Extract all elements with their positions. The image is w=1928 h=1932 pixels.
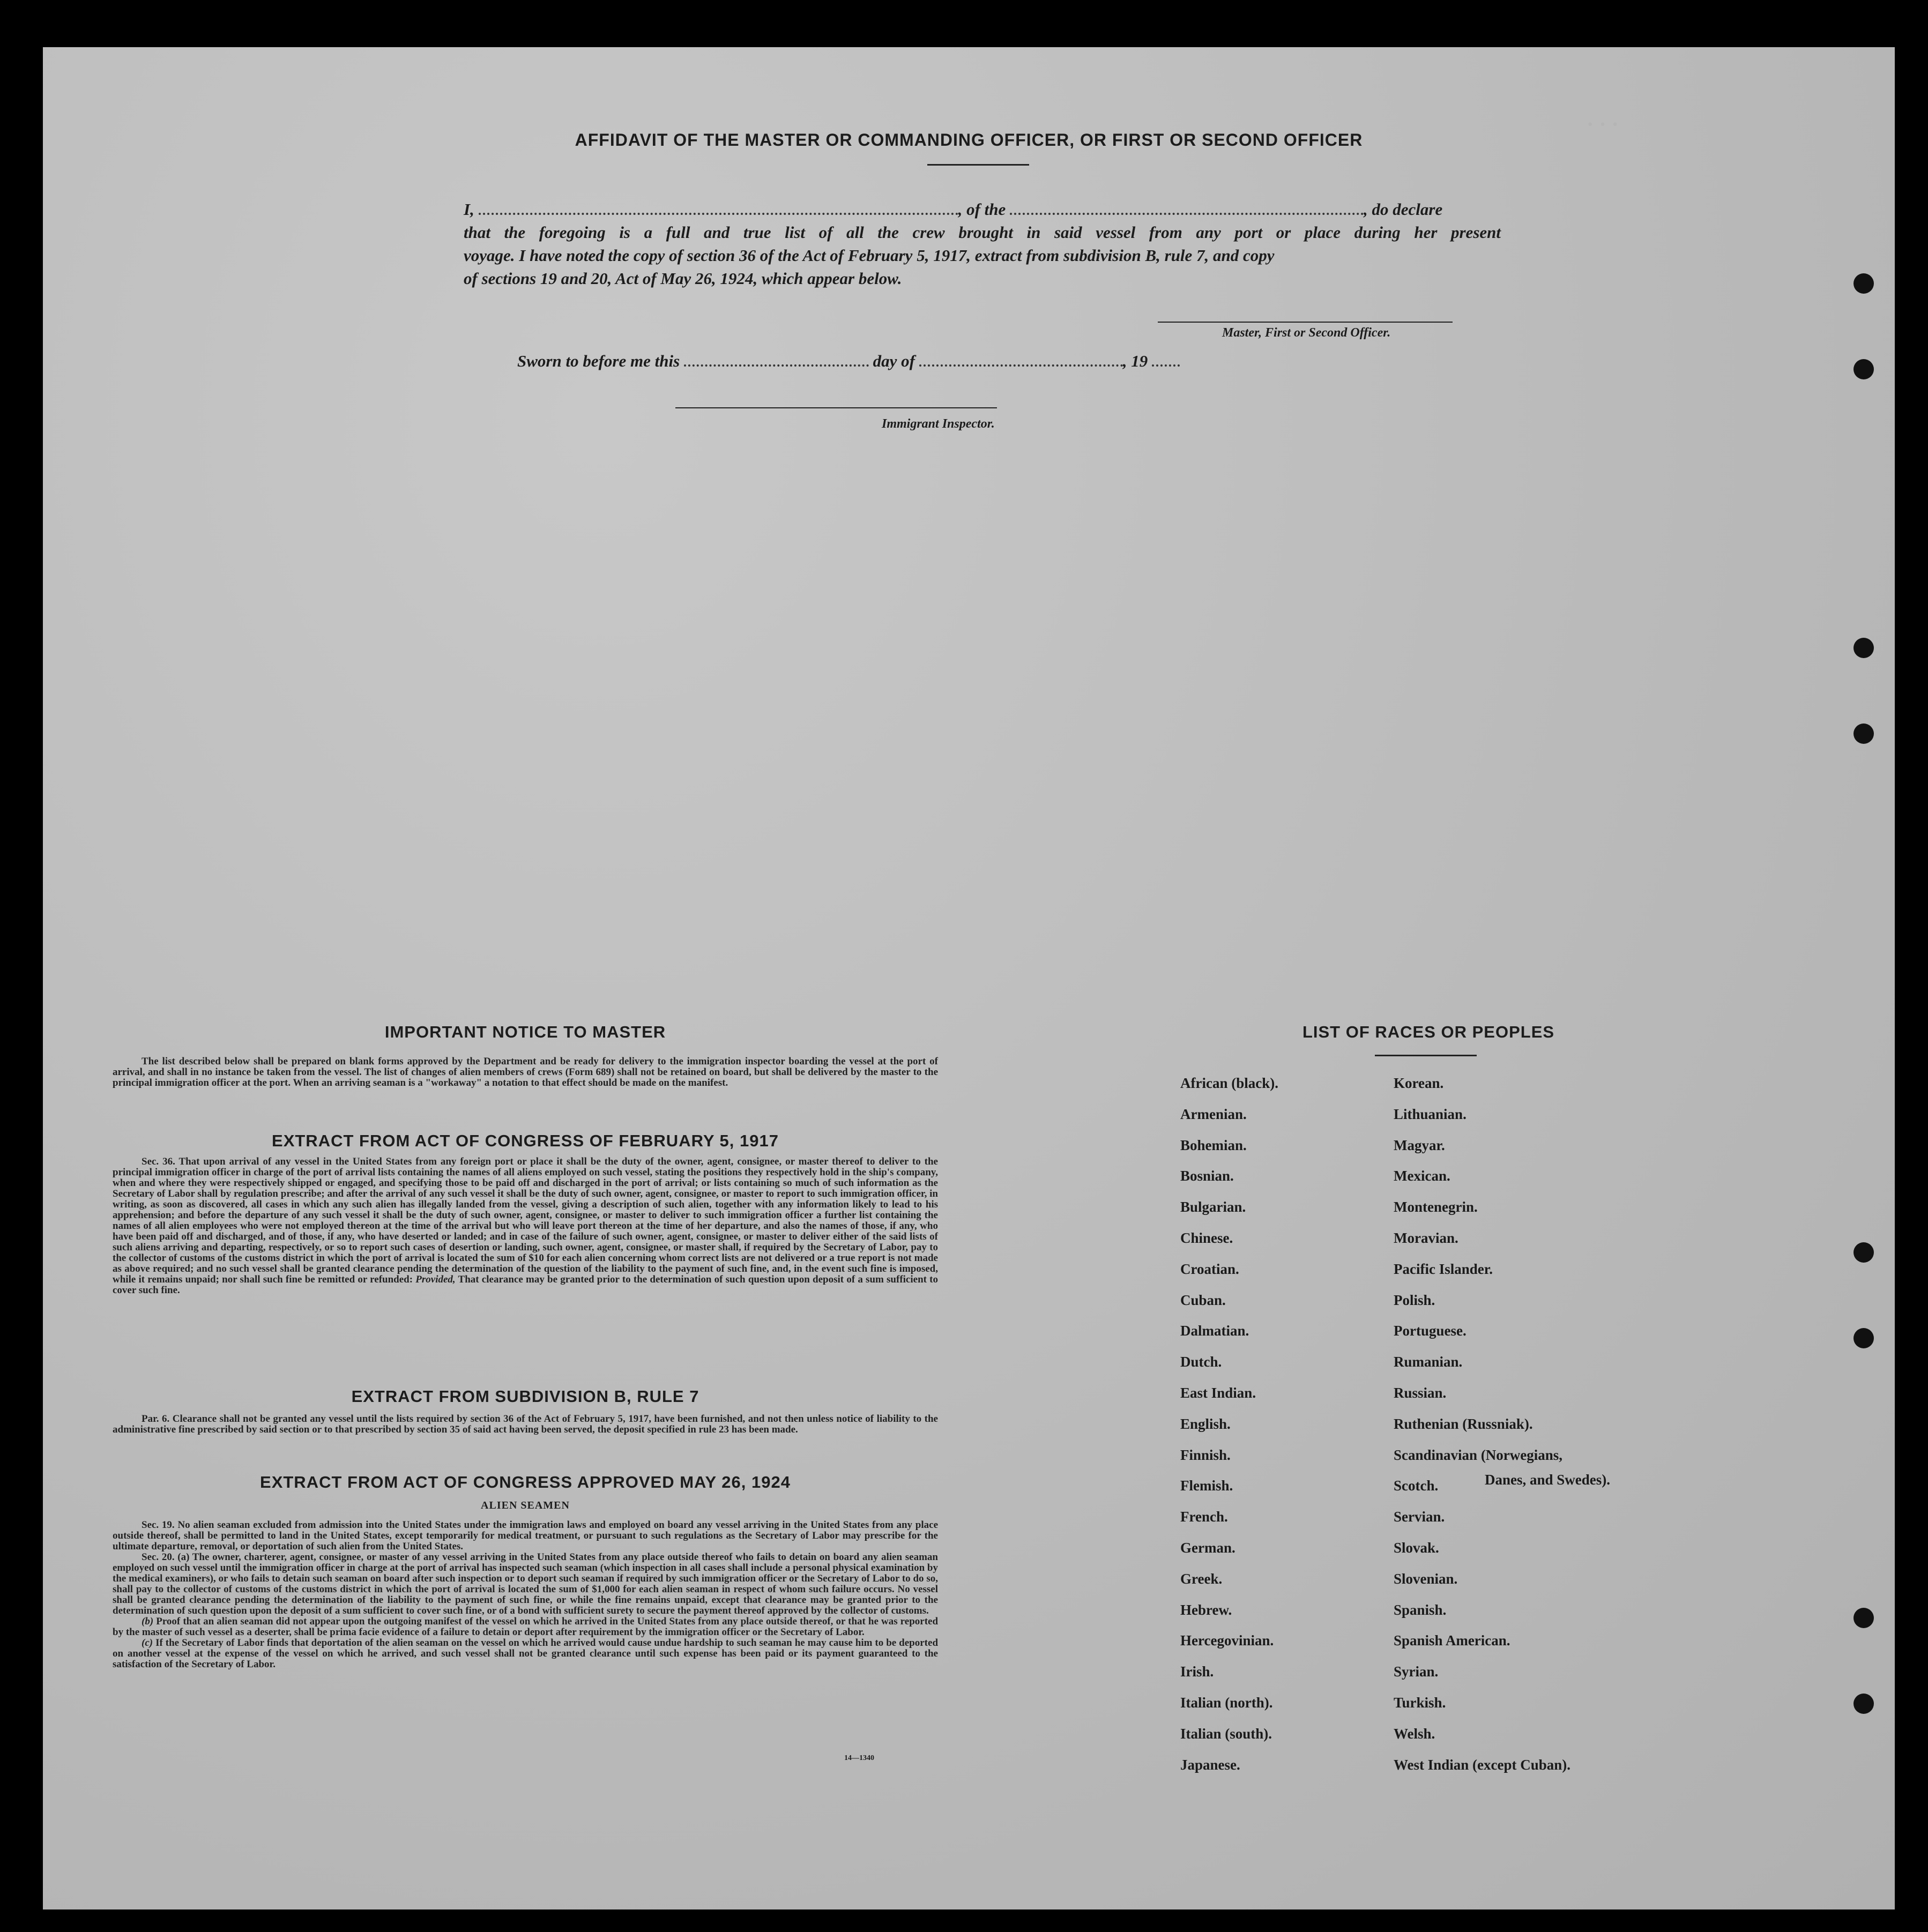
race-item: Moravian. — [1394, 1230, 1458, 1246]
inspector-signature-line[interactable] — [675, 407, 997, 408]
race-item: Bohemian. — [1180, 1137, 1247, 1153]
race-item: English. — [1180, 1415, 1231, 1432]
extract-1924-text — [113, 1520, 938, 1670]
race-item: Finnish. — [1180, 1446, 1231, 1463]
race-item-continuation: Danes, and Swedes). — [1485, 1472, 1611, 1488]
i-label: I, — [464, 200, 474, 219]
race-item: German. — [1180, 1540, 1235, 1556]
alien-seamen-subtitle: ALIEN SEAMEN — [481, 1500, 570, 1511]
race-item: African (black). — [1180, 1075, 1278, 1091]
binder-hole — [1853, 359, 1874, 379]
bleed-through-text: · · · — [1587, 112, 1619, 136]
rule7-paragraph: Par. 6. Clearance shall not be granted any vessel until the lists required by section 36 of the Act of February 5, 1917, have been furnished, and not then unless notice of liability to the administrative fine prescribed by said section or to that prescribed by section 35 of said act having been served, the deposit specified in rule 23 has been made. — [113, 1413, 938, 1435]
race-item: Italian (south). — [1180, 1725, 1272, 1742]
sworn-line — [517, 352, 1180, 371]
section-36-text: That upon arrival of any vessel in the United States from any foreign port or place it shall be the duty of the owner, agent, consignee, or master thereof to deliver to the principal immigration officer in charge of the port of arrival lists containing the names of all aliens employed on such vessel, stating the positions they respectively hold in the ship's company, when and where they were respectively shipped or engaged, and specifying those to be paid off and discharged in the port of arrival; or lists containing so much of such information as the Secretary of Labor shall by regulation prescribe; and after the arrival of any such vessel it shall be the duty of such owner, agent, consignee, or master to report to such immigration officer, in writing, as soon as discovered, all cases in which any such alien has illegally landed from the vessel, giving a description of such alien, together with any information likely to lead to his apprehension; and before the departure of any such vessel it shall be the duty of such owner, agent, consignee, or master to deliver to such immigration officer a further list containing the names of all alien employees who were not employed thereon at the time of the arrival but who will leave port thereon at the time of her departure, and also the names of those, if any, who have been paid off and discharged, and of those, if any, who have deserted or landed; and in case of the failure of such owner, agent, consignee, or master to deliver either of the said lists of such aliens arriving and departing, respectively, or so to report such cases of desertion or landing, such owner, agent, consignee, or master shall, if required by the Secretary of Labor, pay to the collector of customs of the customs district in which the port of arrival is located the sum of $10 for each alien concerning whom correct lists are not delivered or a true report is not made as above required; and no such vessel shall be granted clearance pending the determination of the question of the liability to the payment of such fine, and, in the event such fine is imposed, while it remains unpaid; nor shall such fine be remitted or refunded: — [113, 1156, 938, 1285]
sec-19-text: No alien seaman excluded from admission into the United States under the immigration laws and employed on board any vessel arriving in the United States from any place outside thereof, shall be permitted to land in the United States, except temporarily for medical treatment, or pursuant to such regulations as the Secretary of Labor may prescribe for the ultimate departure, removal, or deportation of such alien from the United States. — [113, 1519, 939, 1552]
binder-hole — [1853, 273, 1874, 294]
extract-rule7-text — [113, 1414, 938, 1435]
race-item: French. — [1180, 1509, 1228, 1525]
race-item: Rumanian. — [1394, 1354, 1463, 1370]
sworn-label: Sworn to before me this — [517, 352, 680, 370]
binder-hole — [1853, 1328, 1874, 1348]
sworn-year-blank[interactable] — [1152, 364, 1180, 367]
race-item: West Indian (except Cuban). — [1394, 1756, 1571, 1773]
race-item: Japanese. — [1180, 1756, 1240, 1773]
races-title-underline — [1375, 1055, 1477, 1056]
race-item: Montenegrin. — [1394, 1199, 1478, 1215]
race-item: Hebrew. — [1180, 1601, 1232, 1618]
master-signature-line[interactable] — [1158, 322, 1453, 323]
affidavit-title: AFFIDAVIT OF THE MASTER OR COMMANDING OFFICER, OR FIRST OR SECOND OFFICER — [575, 130, 1363, 150]
race-item: Servian. — [1394, 1509, 1445, 1525]
race-item: Dalmatian. — [1180, 1323, 1249, 1339]
race-item: Cuban. — [1180, 1292, 1226, 1308]
race-item: Scandinavian (Norwegians, — [1394, 1446, 1563, 1463]
title-underline — [927, 164, 1029, 166]
binder-hole — [1853, 1608, 1874, 1628]
proviso-label: Provided, — [415, 1274, 456, 1285]
races-title: LIST OF RACES OR PEOPLES — [1302, 1023, 1555, 1041]
race-item: Spanish. — [1394, 1601, 1447, 1618]
affidavit-line-3: voyage. I have noted the copy of section 36 of the Act of February 5, 1917, extract from subdivision B, rule 7, and copy — [464, 246, 1275, 265]
proviso-text: That clearance may be granted prior to the determination of such question upon deposit of a sum sufficient to cover such fine. — [113, 1274, 939, 1296]
sec-20b-text: Proof that an alien seaman did not appear upon the outgoing manifest of the vessel on which he arrived in the United States from any place outside thereof, or that he was reported by the master of such vessel as a deserter, shall be prima facie evidence of a failure to detain or deport after requirement by the immigration officer or the Secretary of Labor. — [113, 1616, 939, 1638]
race-item: Chinese. — [1180, 1230, 1233, 1246]
race-item: Slovenian. — [1394, 1570, 1458, 1587]
race-item: Turkish. — [1394, 1695, 1446, 1711]
race-item: Greek. — [1180, 1570, 1223, 1587]
binder-hole — [1853, 1242, 1874, 1263]
race-item: Scotch. — [1394, 1478, 1439, 1494]
sworn-month-blank[interactable] — [919, 364, 1123, 367]
race-item: Spanish American. — [1394, 1632, 1510, 1649]
race-item: Bulgarian. — [1180, 1199, 1246, 1215]
vessel-blank[interactable] — [1010, 213, 1364, 215]
race-item: Croatian. — [1180, 1260, 1239, 1277]
sec-20c-label: (c) — [142, 1637, 153, 1648]
affidavit-line-4: of sections 19 and 20, Act of May 26, 1924, which appear below. — [464, 269, 902, 288]
sec-20b-label: (b) — [142, 1616, 154, 1627]
form-number: 14—1340 — [844, 1754, 874, 1762]
do-declare-label: , do declare — [1364, 200, 1443, 219]
race-item: Flemish. — [1180, 1478, 1233, 1494]
race-item: Syrian. — [1394, 1664, 1439, 1680]
race-item: Armenian. — [1180, 1106, 1247, 1122]
race-item: Korean. — [1394, 1075, 1444, 1091]
notice-title: IMPORTANT NOTICE TO MASTER — [384, 1023, 666, 1041]
sec-20c-text: If the Secretary of Labor finds that deportation of the alien seaman on the vessel on which he arrived would cause undue hardship to such seaman he may cause him to be deported on another vessel at the expense of the vessel on which he arrived, and such vessel shall not be granted clearance until such expense has been paid or its payment guaranteed to the satisfaction of the Secretary of Labor. — [113, 1637, 939, 1670]
race-item: Irish. — [1180, 1664, 1214, 1680]
master-signature-label: Master, First or Second Officer. — [1222, 326, 1391, 340]
sworn-day-blank[interactable] — [684, 364, 869, 367]
race-item: Magyar. — [1394, 1137, 1445, 1153]
race-item: Russian. — [1394, 1385, 1447, 1401]
inspector-label: Immigrant Inspector. — [882, 417, 995, 431]
sec-19-label: Sec. 19. — [142, 1519, 175, 1531]
race-item: Portuguese. — [1394, 1323, 1467, 1339]
race-item: Hercegovinian. — [1180, 1632, 1274, 1649]
race-item: Mexican. — [1394, 1168, 1450, 1184]
race-item: East Indian. — [1180, 1385, 1256, 1401]
binder-hole — [1853, 723, 1874, 744]
race-item: Polish. — [1394, 1292, 1435, 1308]
extract-1924-title: EXTRACT FROM ACT OF CONGRESS APPROVED MAY 26, 1924 — [260, 1473, 791, 1491]
race-item: Pacific Islander. — [1394, 1260, 1493, 1277]
notice-paragraph: The list described below shall be prepared on blank forms approved by the Department and be ready for delivery to the immigration inspector boarding the vessel at the port of arrival, and shall in no instance be taken from the vessel. The list of changes of alien members of crews (Form 689) shall not be retained on board, but shall be delivered by the master to the principal immigration officer at the port. When an arriving seaman is a "workaway" a notation to that effect should be made on the manifest. — [113, 1056, 938, 1088]
of-the-label: , of the — [958, 200, 1006, 219]
section-36-label: Sec. 36. — [142, 1156, 175, 1167]
sec-20a-text: The owner, charterer, agent, consignee, or master of any vessel arriving in the United States from any place outside thereof who fails to detain on board any alien seaman employed on such vessel until the immigration officer in charge at the port of arrival has inspected such seaman (which inspection in all cases shall include a personal physical examination by the medical examiners), or who fails to detain such seaman on board after such inspection or to deport such seaman if required by such immigration officer or the Secretary of Labor to do so, shall pay to the collector of customs of the customs district in which the port of arrival is located the sum of $1,000 for each alien seaman in respect of whom such failure occurs. No vessel shall be granted clearance pending the determination of the liability to the payment of such fine, or while the fine remains unpaid, except that clearance may be granted prior to the determination of such question upon the deposit of a sum sufficient to cover such fine, or of a bond with sufficient surety to secure the payment thereof approved by the collector of customs. — [113, 1551, 938, 1616]
sec-20a-label: Sec. 20. (a) — [142, 1551, 190, 1563]
extract-1917-text — [113, 1157, 938, 1296]
race-item: Slovak. — [1394, 1540, 1439, 1556]
year-label: , 19 — [1122, 352, 1148, 370]
race-item: Ruthenian (Russniak). — [1394, 1415, 1533, 1432]
name-blank[interactable] — [479, 213, 958, 215]
notice-text — [113, 1056, 938, 1088]
race-item: Italian (north). — [1180, 1695, 1273, 1711]
extract-1917-title: EXTRACT FROM ACT OF CONGRESS OF FEBRUARY 5, 1917 — [272, 1131, 779, 1150]
race-item: Lithuanian. — [1394, 1106, 1467, 1122]
affidavit-line-1 — [464, 200, 1536, 219]
binder-hole — [1853, 1694, 1874, 1714]
race-item: Dutch. — [1180, 1354, 1222, 1370]
race-item: Bosnian. — [1180, 1168, 1234, 1184]
affidavit-line-2: that the foregoing is a full and true list of all the crew brought in said vessel from any port or place during her present — [464, 223, 1501, 242]
extract-rule7-title: EXTRACT FROM SUBDIVISION B, RULE 7 — [351, 1387, 699, 1406]
binder-hole — [1853, 638, 1874, 658]
day-of-label: day of — [873, 352, 915, 370]
document-page — [43, 47, 1895, 1909]
race-item: Welsh. — [1394, 1725, 1435, 1742]
